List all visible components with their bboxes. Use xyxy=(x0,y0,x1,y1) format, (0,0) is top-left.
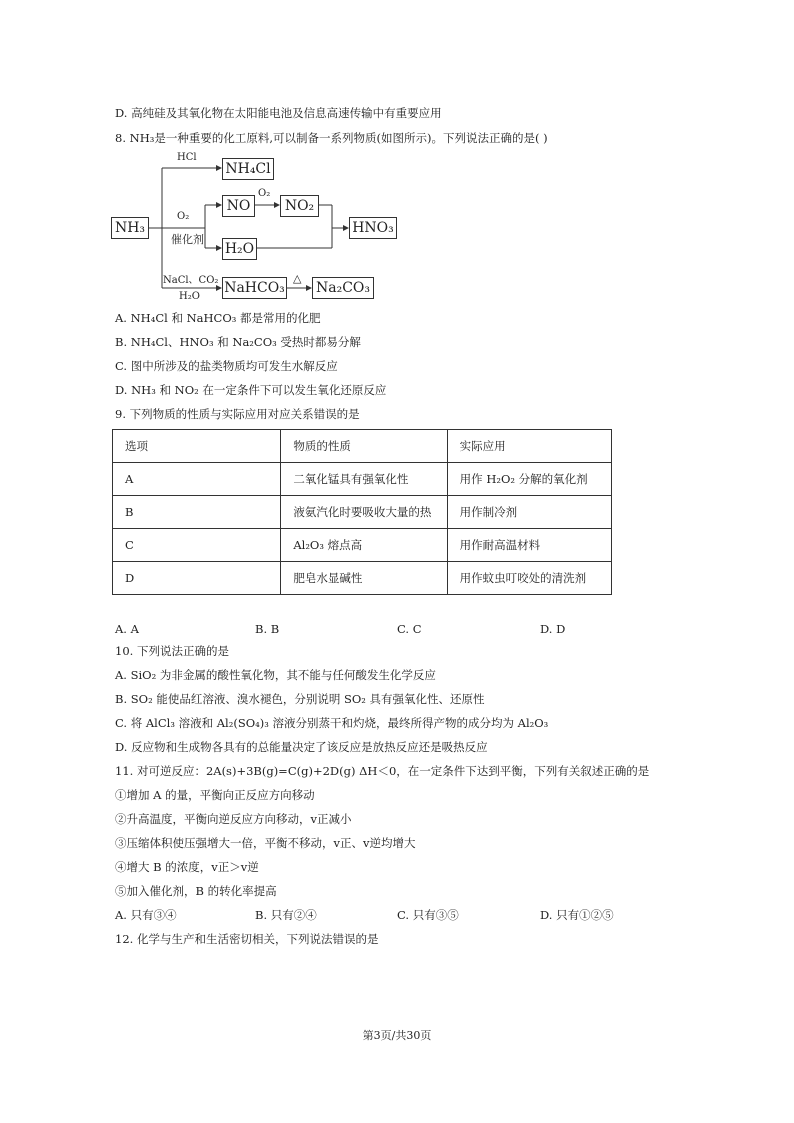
q11-option-b: B. 只有②④ xyxy=(255,908,317,922)
table-cell: 用作蚊虫叮咬处的清洗剂 xyxy=(447,562,611,595)
hcl-label: HCl xyxy=(177,152,197,163)
header-option: 选项 xyxy=(113,430,281,463)
nacl-co2-label: NaCl、CO₂ xyxy=(163,275,219,286)
q12-stem: 12. 化学与生产和生活密切相关，下列说法错误的是 xyxy=(115,932,379,946)
q8-option-c: C. 图中所涉及的盐类物质均可发生水解反应 xyxy=(115,359,338,373)
nh4cl-box: NH₄Cl xyxy=(222,158,274,180)
table-cell: 用作 H₂O₂ 分解的氧化剂 xyxy=(447,463,611,496)
q9-option-a: A. A xyxy=(115,622,139,636)
table-cell: 用作制冷剂 xyxy=(447,496,611,529)
h2o-label: H₂O xyxy=(179,291,200,302)
q11-statement-1: ①增加 A 的量，平衡向正反应方向移动 xyxy=(115,788,315,802)
no2-box: NO₂ xyxy=(280,195,319,217)
q11-option-d: D. 只有①②⑤ xyxy=(540,908,614,922)
table-row xyxy=(113,529,612,562)
table-header-row xyxy=(113,430,612,463)
table-cell: 二氧化锰具有强氧化性 xyxy=(281,463,447,496)
hno3-box: HNO₃ xyxy=(349,217,397,239)
q11-option-c: C. 只有③⑤ xyxy=(397,908,459,922)
table-cell: A xyxy=(113,463,281,496)
table-row xyxy=(113,562,612,595)
q7-option-d: D. 高纯硅及其氧化物在太阳能电池及信息高速传输中有重要应用 xyxy=(115,106,442,120)
q11-statement-5: ⑤加入催化剂，B 的转化率提高 xyxy=(115,884,277,898)
table-cell: D xyxy=(113,562,281,595)
q11-stem: 11. 对可逆反应：2A(s)+3B(g)=C(g)+2D(g) ΔH＜0，在一定条件下达到平衡，下列有关叙述正确的是 xyxy=(115,764,650,778)
catalyst-label: 催化剂 xyxy=(171,233,204,246)
nh3-box: NH₃ xyxy=(111,217,149,239)
q11-statement-2: ②升高温度，平衡向逆反应方向移动，v正减小 xyxy=(115,812,352,826)
q9-option-d: D. D xyxy=(540,622,566,636)
table-cell: B xyxy=(113,496,281,529)
table-row xyxy=(113,463,612,496)
q8-option-d: D. NH₃ 和 NO₂ 在一定条件下可以发生氧化还原反应 xyxy=(115,383,387,397)
q8-option-b: B. NH₄Cl、HNO₃ 和 Na₂CO₃ 受热时都易分解 xyxy=(115,335,361,349)
header-property: 物质的性质 xyxy=(281,430,447,463)
q11-statement-4: ④增大 B 的浓度，v正＞v逆 xyxy=(115,860,259,874)
q10-option-c: C. 将 AlCl₃ 溶液和 Al₂(SO₄)₃ 溶液分别蒸干和灼烧，最终所得产物的成分均为 Al₂O₃ xyxy=(115,716,549,730)
page-footer: 第3页/共30页 xyxy=(362,1029,432,1042)
h2o-box: H₂O xyxy=(222,238,257,260)
table-cell: C xyxy=(113,529,281,562)
q8-option-a: A. NH₄Cl 和 NaHCO₃ 都是常用的化肥 xyxy=(115,311,321,325)
q10-stem: 10. 下列说法正确的是 xyxy=(115,644,229,658)
header-application: 实际应用 xyxy=(447,430,611,463)
q10-option-a: A. SiO₂ 为非金属的酸性氧化物，其不能与任何酸发生化学反应 xyxy=(115,668,436,682)
table-cell: 肥皂水显碱性 xyxy=(281,562,447,595)
table-cell: 用作耐高温材料 xyxy=(447,529,611,562)
nh3-reaction-diagram xyxy=(105,150,405,310)
nahco3-box: NaHCO₃ xyxy=(222,277,287,299)
q11-option-a: A. 只有③④ xyxy=(115,908,177,922)
q10-option-b: B. SO₂ 能使品红溶液、溴水褪色，分别说明 SO₂ 具有强氧化性、还原性 xyxy=(115,692,485,706)
table-cell: 液氨汽化时要吸收大量的热 xyxy=(281,496,447,529)
q11-statement-3: ③压缩体积使压强增大一倍，平衡不移动，v正、v逆均增大 xyxy=(115,836,416,850)
no-box: NO xyxy=(222,195,255,217)
table-row xyxy=(113,496,612,529)
q9-option-c: C. C xyxy=(397,622,422,636)
o2-label: O₂ xyxy=(177,211,190,222)
q9-stem: 9. 下列物质的性质与实际应用对应关系错误的是 xyxy=(115,407,360,421)
q8-stem: 8. NH₃是一种重要的化工原料,可以制备一系列物质(如图所示)。下列说法正确的是( ) xyxy=(115,131,548,145)
table-cell: Al₂O₃ 熔点高 xyxy=(281,529,447,562)
heat-symbol: △ xyxy=(293,272,302,285)
o2-top-label: O₂ xyxy=(258,188,271,199)
na2co3-box: Na₂CO₃ xyxy=(312,277,374,299)
q10-option-d: D. 反应物和生成物各具有的总能量决定了该反应是放热反应还是吸热反应 xyxy=(115,740,488,754)
q9-table xyxy=(112,429,612,595)
q9-option-b: B. B xyxy=(255,622,280,636)
